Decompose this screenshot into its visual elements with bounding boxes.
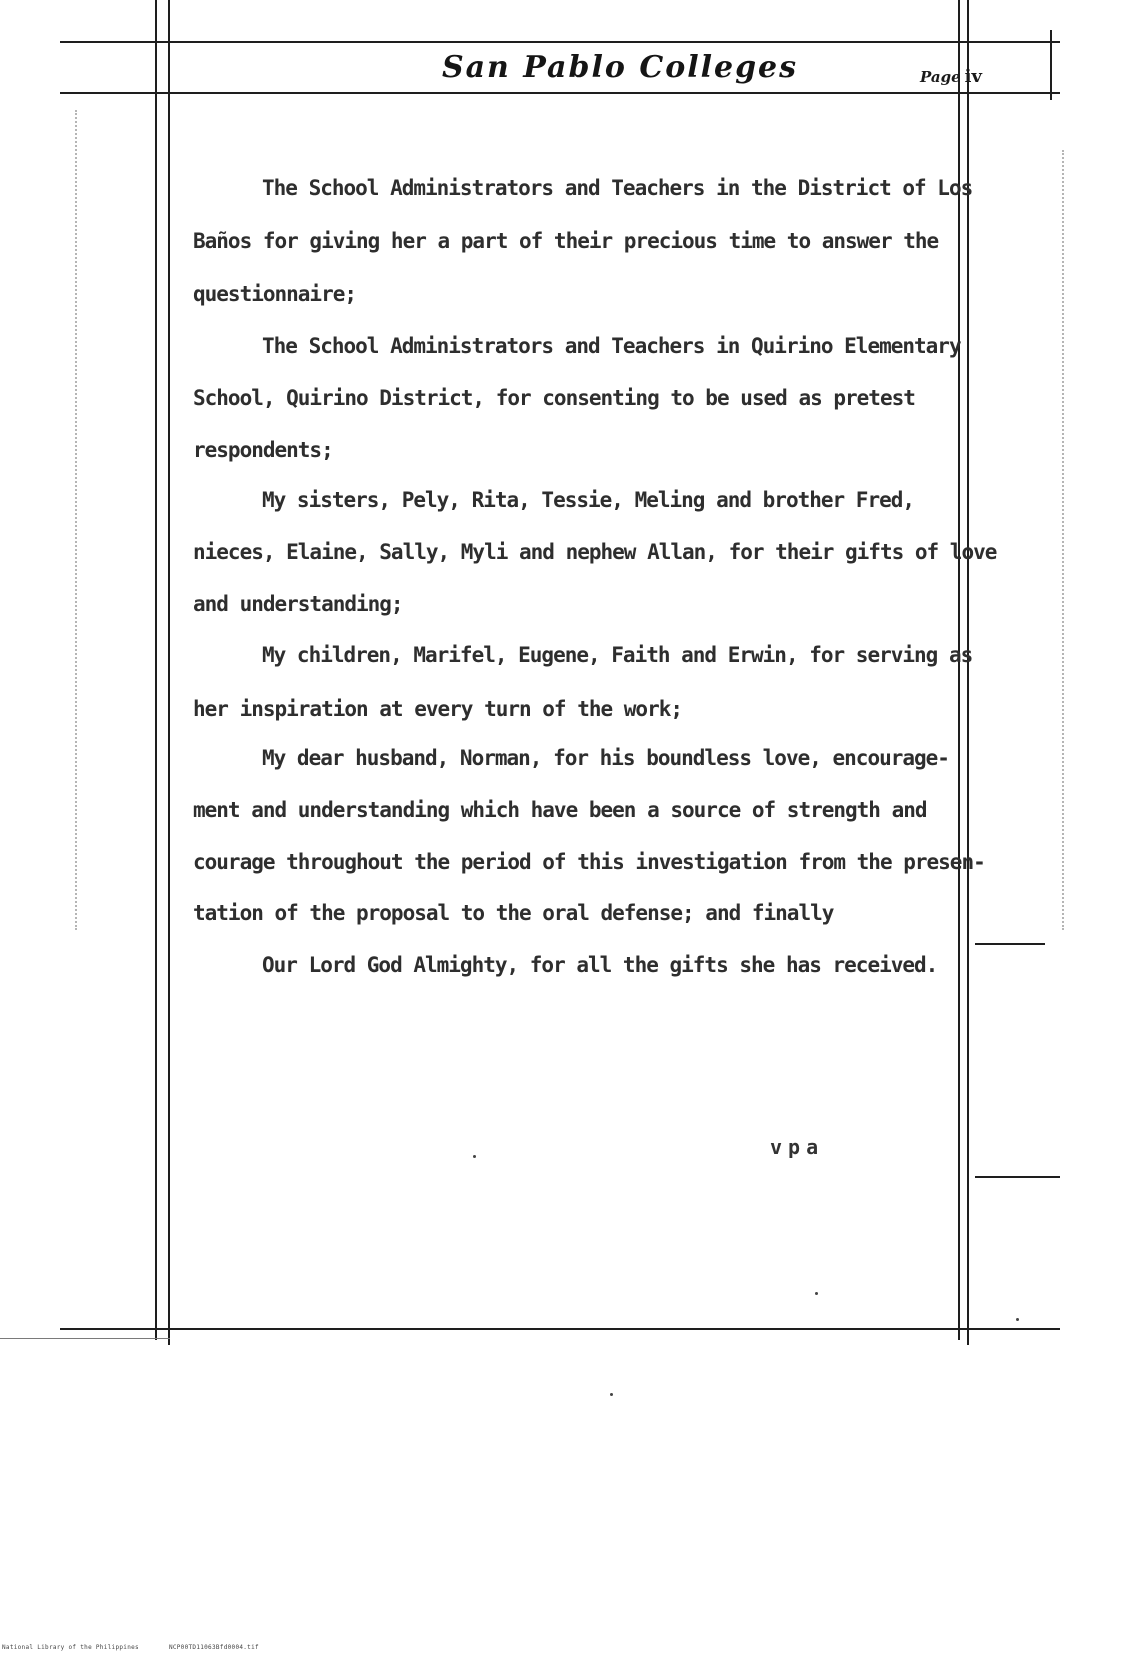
footer-library: National Library of the Philippines — [2, 1644, 139, 1651]
margin-dots-left — [75, 110, 77, 930]
margin-dots-right — [1062, 150, 1064, 930]
body-line: and understanding; — [193, 592, 403, 616]
right-margin-rule — [958, 0, 960, 1340]
scan-speck — [610, 1393, 613, 1396]
footer-file-id: NCP00TD11063Bfd0004.tif — [168, 1644, 259, 1651]
body-line: Baños for giving her a part of their precious time to answer the — [193, 229, 939, 253]
author-initials: vpa — [770, 1135, 825, 1159]
body-line: My children, Marifel, Eugene, Faith and Erwin, for serving as — [262, 643, 973, 667]
left-inner-rule — [168, 0, 170, 1345]
body-line: The School Administrators and Teachers in the District of Los — [262, 176, 973, 200]
body-line: My dear husband, Norman, for his boundless love, encourage- — [262, 746, 949, 770]
left-margin-rule — [155, 0, 157, 1340]
top-edge-mark — [1050, 30, 1052, 100]
header-top-rule — [60, 41, 1060, 43]
body-line: tation of the proposal to the oral defense; and finally — [193, 901, 834, 925]
bottom-rule-shadow — [0, 1338, 170, 1339]
scan-speck — [1016, 1318, 1019, 1321]
body-line: My sisters, Pely, Rita, Tessie, Meling and brother Fred, — [262, 488, 915, 512]
scan-footer — [2, 1644, 289, 1651]
body-line: respondents; — [193, 438, 333, 462]
page-number-label — [920, 66, 1020, 87]
body-line: Our Lord God Almighty, for all the gifts she has received. — [262, 953, 938, 977]
body-line: The School Administrators and Teachers in Quirino Elementary — [262, 334, 961, 358]
bottom-rule — [60, 1328, 1060, 1330]
body-line: questionnaire; — [193, 282, 357, 306]
scan-speck — [815, 1292, 818, 1295]
header-bottom-rule — [60, 92, 1060, 94]
body-line: School, Quirino District, for consenting to be used as pretest — [193, 386, 915, 410]
page-label: Page — [920, 68, 961, 86]
right-edge-mark-2 — [975, 1176, 1060, 1178]
page-title: San Pablo Colleges — [441, 50, 799, 85]
body-line: courage throughout the period of this investigation from the presen- — [193, 850, 985, 874]
right-inner-rule — [967, 0, 969, 1345]
right-edge-mark-1 — [975, 943, 1045, 945]
page-number: iv — [964, 66, 982, 87]
scan-speck — [473, 1155, 476, 1158]
body-line: her inspiration at every turn of the work; — [193, 697, 683, 721]
body-line: ment and understanding which have been a source of strength and — [193, 798, 927, 822]
body-line: nieces, Elaine, Sally, Myli and nephew Allan, for their gifts of love — [193, 540, 997, 564]
